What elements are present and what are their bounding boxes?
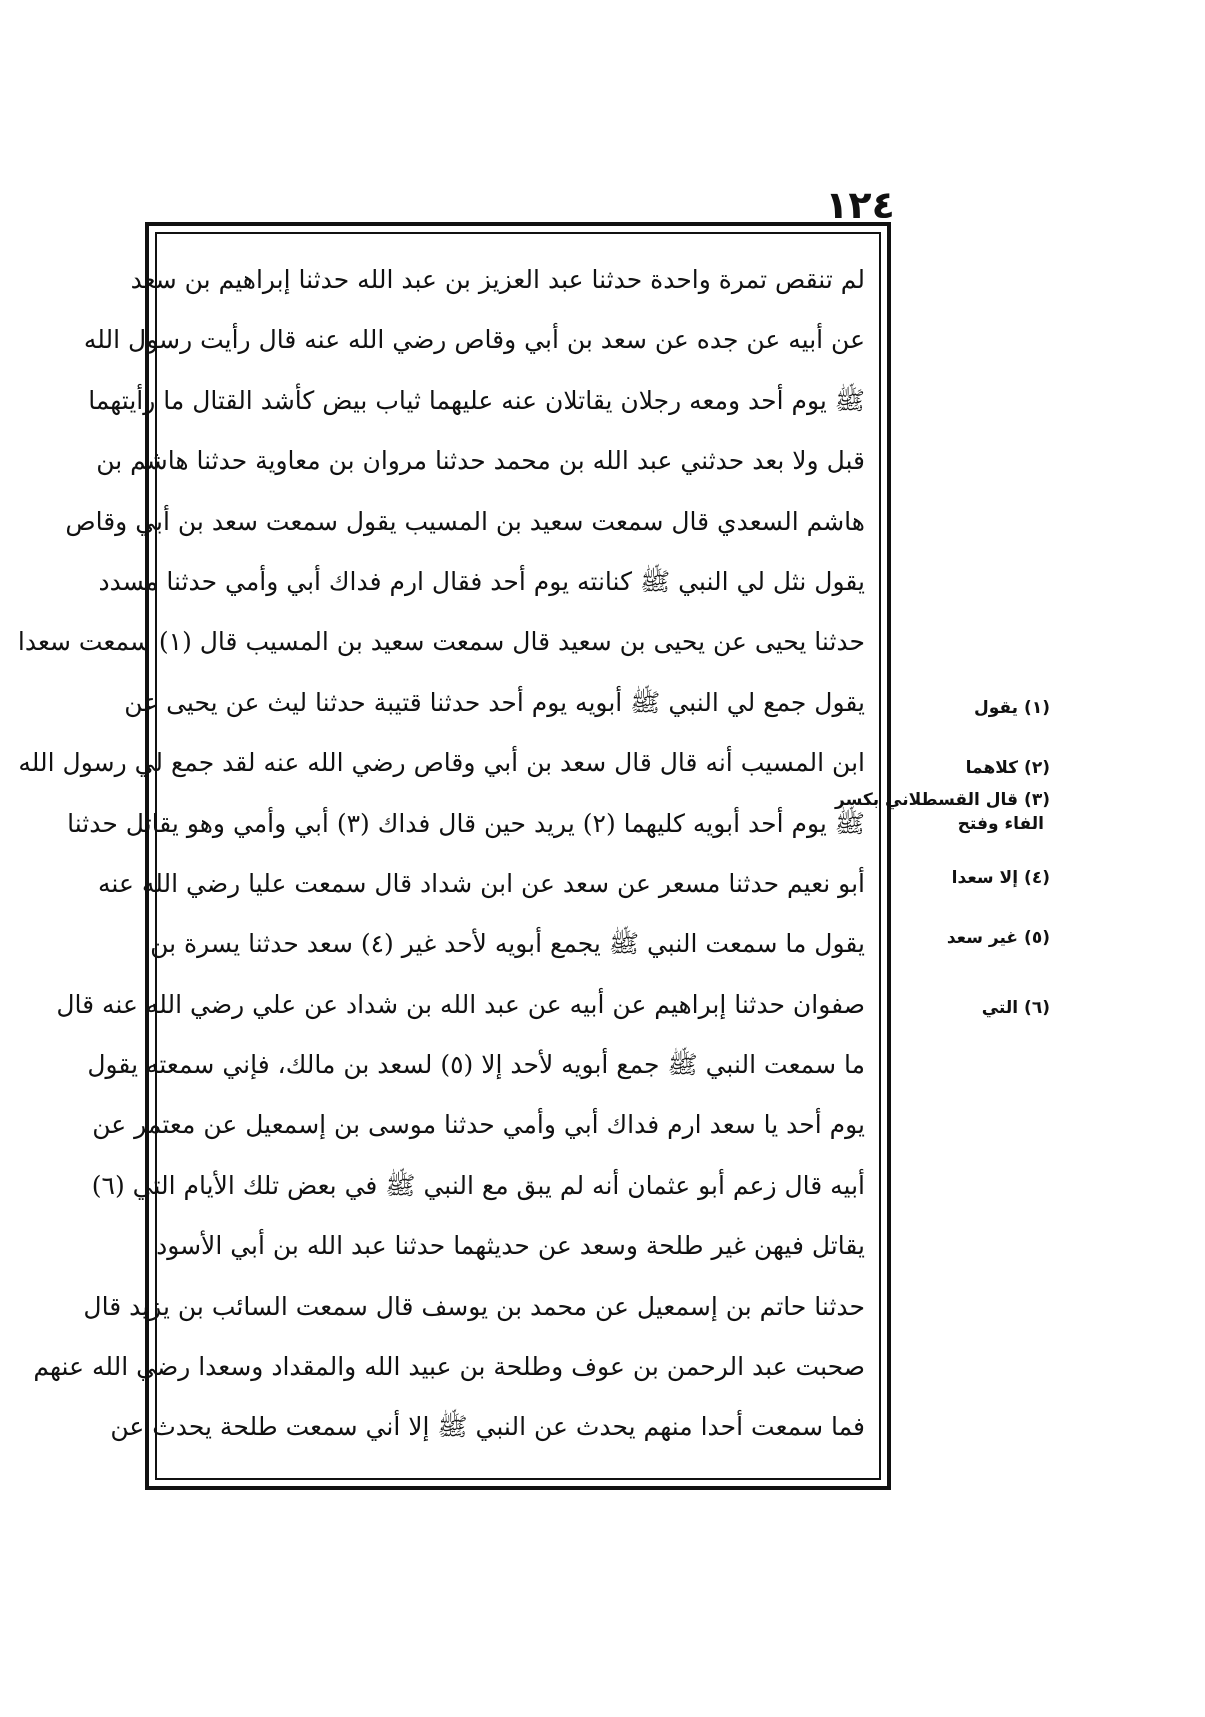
footnote <box>900 868 1050 888</box>
footnote-number: (٢) <box>1024 758 1050 778</box>
text-line: أبيه قال زعم أبو عثمان أنه لم يبق مع النبي ﷺ في بعض تلك الأيام التي (٦) <box>91 1170 865 1200</box>
text-line: صحبت عبد الرحمن بن عوف وطلحة بن عبيد الله والمقداد وسعدا رضي الله عنهم <box>33 1352 865 1382</box>
text-line: صفوان حدثنا إبراهيم عن أبيه عن عبد الله بن شداد عن علي رضي الله عنه قال <box>56 989 865 1019</box>
footnote-continuation <box>900 814 1050 834</box>
text-line: حدثنا حاتم بن إسمعيل عن محمد بن يوسف قال سمعت السائب بن يزيد قال <box>83 1291 865 1321</box>
footnote <box>900 998 1050 1018</box>
footnote-number: (٥) <box>1024 928 1050 948</box>
footnote-text: التي <box>981 998 1019 1018</box>
footnote-text: يقول <box>974 698 1019 718</box>
page-number: ١٢٤ <box>825 183 895 227</box>
footnote <box>900 698 1050 718</box>
text-line: أبو نعيم حدثنا مسعر عن سعد عن ابن شداد قال سمعت عليا رضي الله عنه <box>98 868 865 898</box>
footnote-number: (٦) <box>1024 998 1050 1018</box>
footnote <box>900 758 1050 778</box>
text-line: قبل ولا بعد حدثني عبد الله بن محمد حدثنا مروان بن معاوية حدثنا هاشم بن <box>96 446 865 476</box>
text-line: يقول نثل لي النبي ﷺ كنانته يوم أحد فقال ارم فداك أبي وأمي حدثنا مسدد <box>98 566 865 596</box>
text-line: ﷺ يوم أحد ومعه رجلان يقاتلان عنه عليهما ثياب بيض كأشد القتال ما رأيتهما <box>88 385 865 415</box>
text-frame <box>17 222 891 1490</box>
text-line: حدثنا يحيى عن يحيى بن سعيد قال سمعت سعيد بن المسيب قال (١) سمعت سعدا <box>17 627 865 657</box>
footnote-text: قال القسطلاني بكسر <box>835 790 1019 810</box>
text-line: يقول جمع لي النبي ﷺ أبويه يوم أحد حدثنا قتيبة حدثنا ليث عن يحيى عن <box>124 687 865 717</box>
footnote-text: الفاء وفتح <box>957 814 1044 834</box>
footnote-text: إلا سعدا <box>951 868 1019 888</box>
text-line: يقول ما سمعت النبي ﷺ يجمع أبويه لأحد غير (٤) سعد حدثنا يسرة بن <box>150 929 865 959</box>
footnote-text: كلاهما <box>965 758 1019 778</box>
text-frame-inner-border <box>17 232 881 1480</box>
footnote <box>900 928 1050 948</box>
footnote-number: (٣) <box>1024 790 1050 810</box>
text-line: ما سمعت النبي ﷺ جمع أبويه لأحد إلا (٥) لسعد بن مالك، فإني سمعته يقول <box>87 1050 865 1080</box>
footnote-number: (١) <box>1024 698 1050 718</box>
footnote <box>835 790 1050 810</box>
footnote-text: غير سعد <box>946 928 1019 948</box>
text-line: عن أبيه عن جده عن سعد بن أبي وقاص رضي الله عنه قال رأيت رسول الله <box>83 325 865 355</box>
text-line: يوم أحد يا سعد ارم فداك أبي وأمي حدثنا موسى بن إسمعيل عن معتمر عن <box>92 1110 865 1140</box>
main-text <box>17 250 865 1466</box>
text-line: يقاتل فيهن غير طلحة وسعد عن حديثهما حدثنا عبد الله بن أبي الأسود <box>156 1231 865 1261</box>
text-line: ﷺ يوم أحد أبويه كليهما (٢) يريد حين قال فداك (٣) أبي وأمي وهو يقاتل حدثنا <box>67 808 865 838</box>
text-line: فما سمعت أحدا منهم يحدث عن النبي ﷺ إلا أني سمعت طلحة يحدث عن <box>110 1412 865 1442</box>
footnote-number: (٤) <box>1024 868 1050 888</box>
text-line: هاشم السعدي قال سمعت سعيد بن المسيب يقول سمعت سعد بن أبي وقاص <box>65 506 865 536</box>
text-line: ابن المسيب أنه قال قال سعد بن أبي وقاص رضي الله عنه لقد جمع لي رسول الله <box>18 748 865 778</box>
text-line: لم تنقص تمرة واحدة حدثنا عبد العزيز بن عبد الله حدثنا إبراهيم بن سعد <box>130 265 865 294</box>
